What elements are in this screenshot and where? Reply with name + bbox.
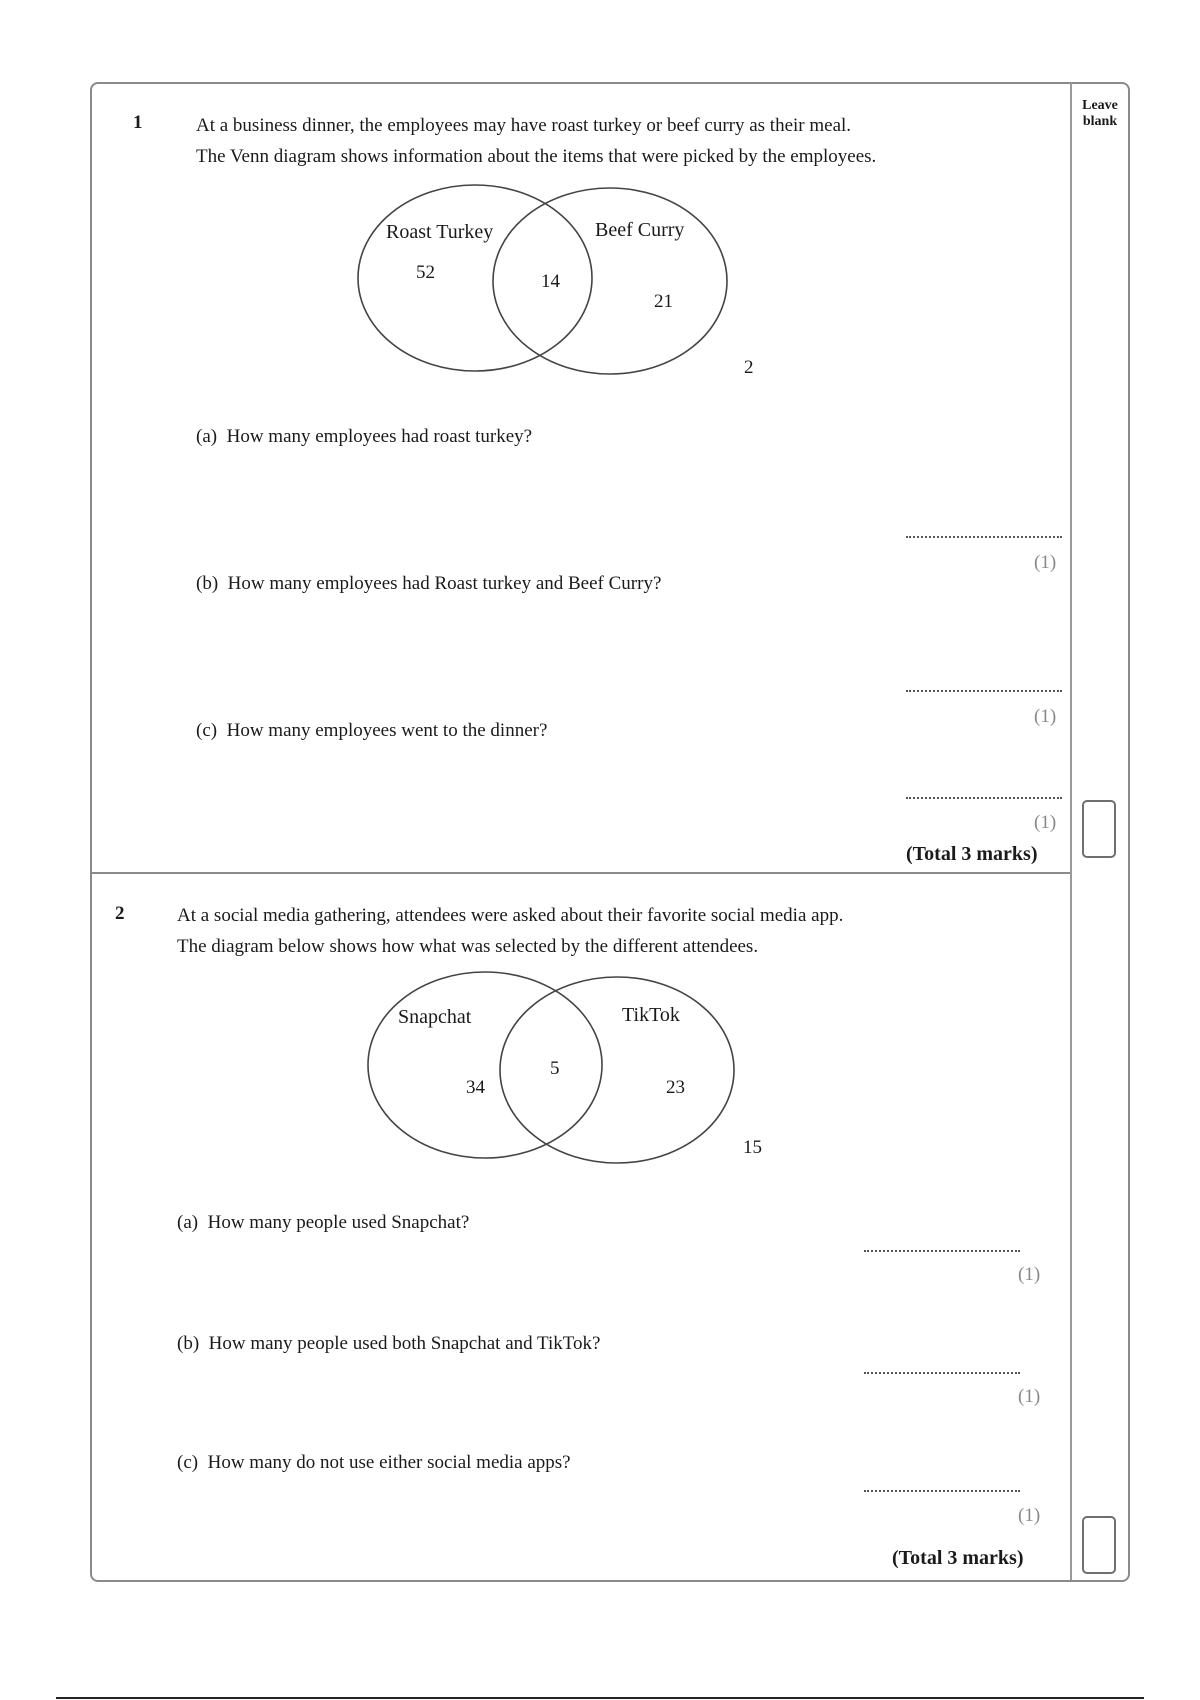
question-part-a	[196, 426, 532, 448]
part-mark: (1)	[1034, 812, 1057, 833]
part-mark: (1)	[1018, 1264, 1041, 1285]
question-part-b	[177, 1333, 600, 1355]
part-text: How many employees had Roast turkey and Beef Curry?	[227, 573, 662, 594]
venn-value-only-a: 34	[466, 1077, 485, 1098]
venn-value-only-a: 52	[416, 262, 435, 283]
part-text: How many do not use either social media apps?	[207, 1452, 571, 1473]
venn-label-a: Snapchat	[398, 1006, 472, 1028]
part-mark: (1)	[1018, 1386, 1041, 1407]
answer-line[interactable]	[906, 690, 1062, 692]
part-mark: (1)	[1034, 706, 1057, 727]
venn-label-a: Roast Turkey	[386, 221, 494, 243]
part-label: (c)	[177, 1452, 199, 1473]
venn-value-both: 5	[550, 1058, 560, 1079]
part-label: (a)	[177, 1212, 199, 1233]
total-marks: (Total 3 marks)	[892, 1547, 1024, 1569]
venn-label-b: Beef Curry	[595, 219, 685, 241]
answer-line[interactable]	[906, 797, 1062, 799]
part-text: How many employees went to the dinner?	[226, 720, 548, 741]
question-part-c	[177, 1452, 571, 1474]
venn-diagram	[350, 178, 770, 388]
question-stem-line: At a business dinner, the employees may have roast turkey or beef curry as their meal.	[196, 115, 852, 136]
leave-blank-label: Leave blank	[1082, 98, 1118, 129]
venn-value-only-b: 21	[654, 291, 673, 312]
question-part-b	[196, 573, 661, 595]
question-divider	[91, 872, 1070, 874]
question-number: 2	[115, 903, 125, 924]
venn-circle-b	[500, 977, 734, 1163]
venn-diagram	[360, 965, 780, 1175]
page-bottom-rule	[56, 1697, 1144, 1699]
venn-value-only-b: 23	[666, 1077, 685, 1098]
venn-label-b: TikTok	[622, 1004, 680, 1026]
question-stem-line: The Venn diagram shows information about the items that were picked by the employees.	[196, 146, 877, 167]
total-marks: (Total 3 marks)	[906, 843, 1038, 865]
question-number: 1	[133, 112, 143, 133]
answer-line[interactable]	[906, 536, 1062, 538]
part-text: How many people used Snapchat?	[207, 1212, 470, 1233]
part-text: How many employees had roast turkey?	[226, 426, 533, 447]
part-label: (a)	[196, 426, 218, 447]
venn-circle-a	[368, 972, 602, 1158]
answer-line[interactable]	[864, 1490, 1020, 1492]
part-label: (c)	[196, 720, 218, 741]
answer-line[interactable]	[864, 1372, 1020, 1374]
question-part-a	[177, 1212, 469, 1234]
part-text: How many people used both Snapchat and TikTok?	[208, 1333, 601, 1354]
q1-mark-box[interactable]	[1082, 800, 1116, 858]
part-label: (b)	[196, 573, 219, 594]
venn-value-both: 14	[541, 271, 560, 292]
question-part-c	[196, 720, 547, 742]
venn-value-neither: 15	[743, 1137, 762, 1158]
question-stem-line: The diagram below shows how what was selected by the different attendees.	[177, 936, 759, 957]
q2-mark-box[interactable]	[1082, 1516, 1116, 1574]
part-label: (b)	[177, 1333, 200, 1354]
venn-value-neither: 2	[744, 357, 754, 378]
part-mark: (1)	[1034, 552, 1057, 573]
part-mark: (1)	[1018, 1505, 1041, 1526]
venn-circle-b	[493, 188, 727, 374]
answer-line[interactable]	[864, 1250, 1020, 1252]
question-stem-line: At a social media gathering, attendees were asked about their favorite social media app.	[177, 905, 844, 926]
margin-line	[1070, 83, 1072, 1580]
